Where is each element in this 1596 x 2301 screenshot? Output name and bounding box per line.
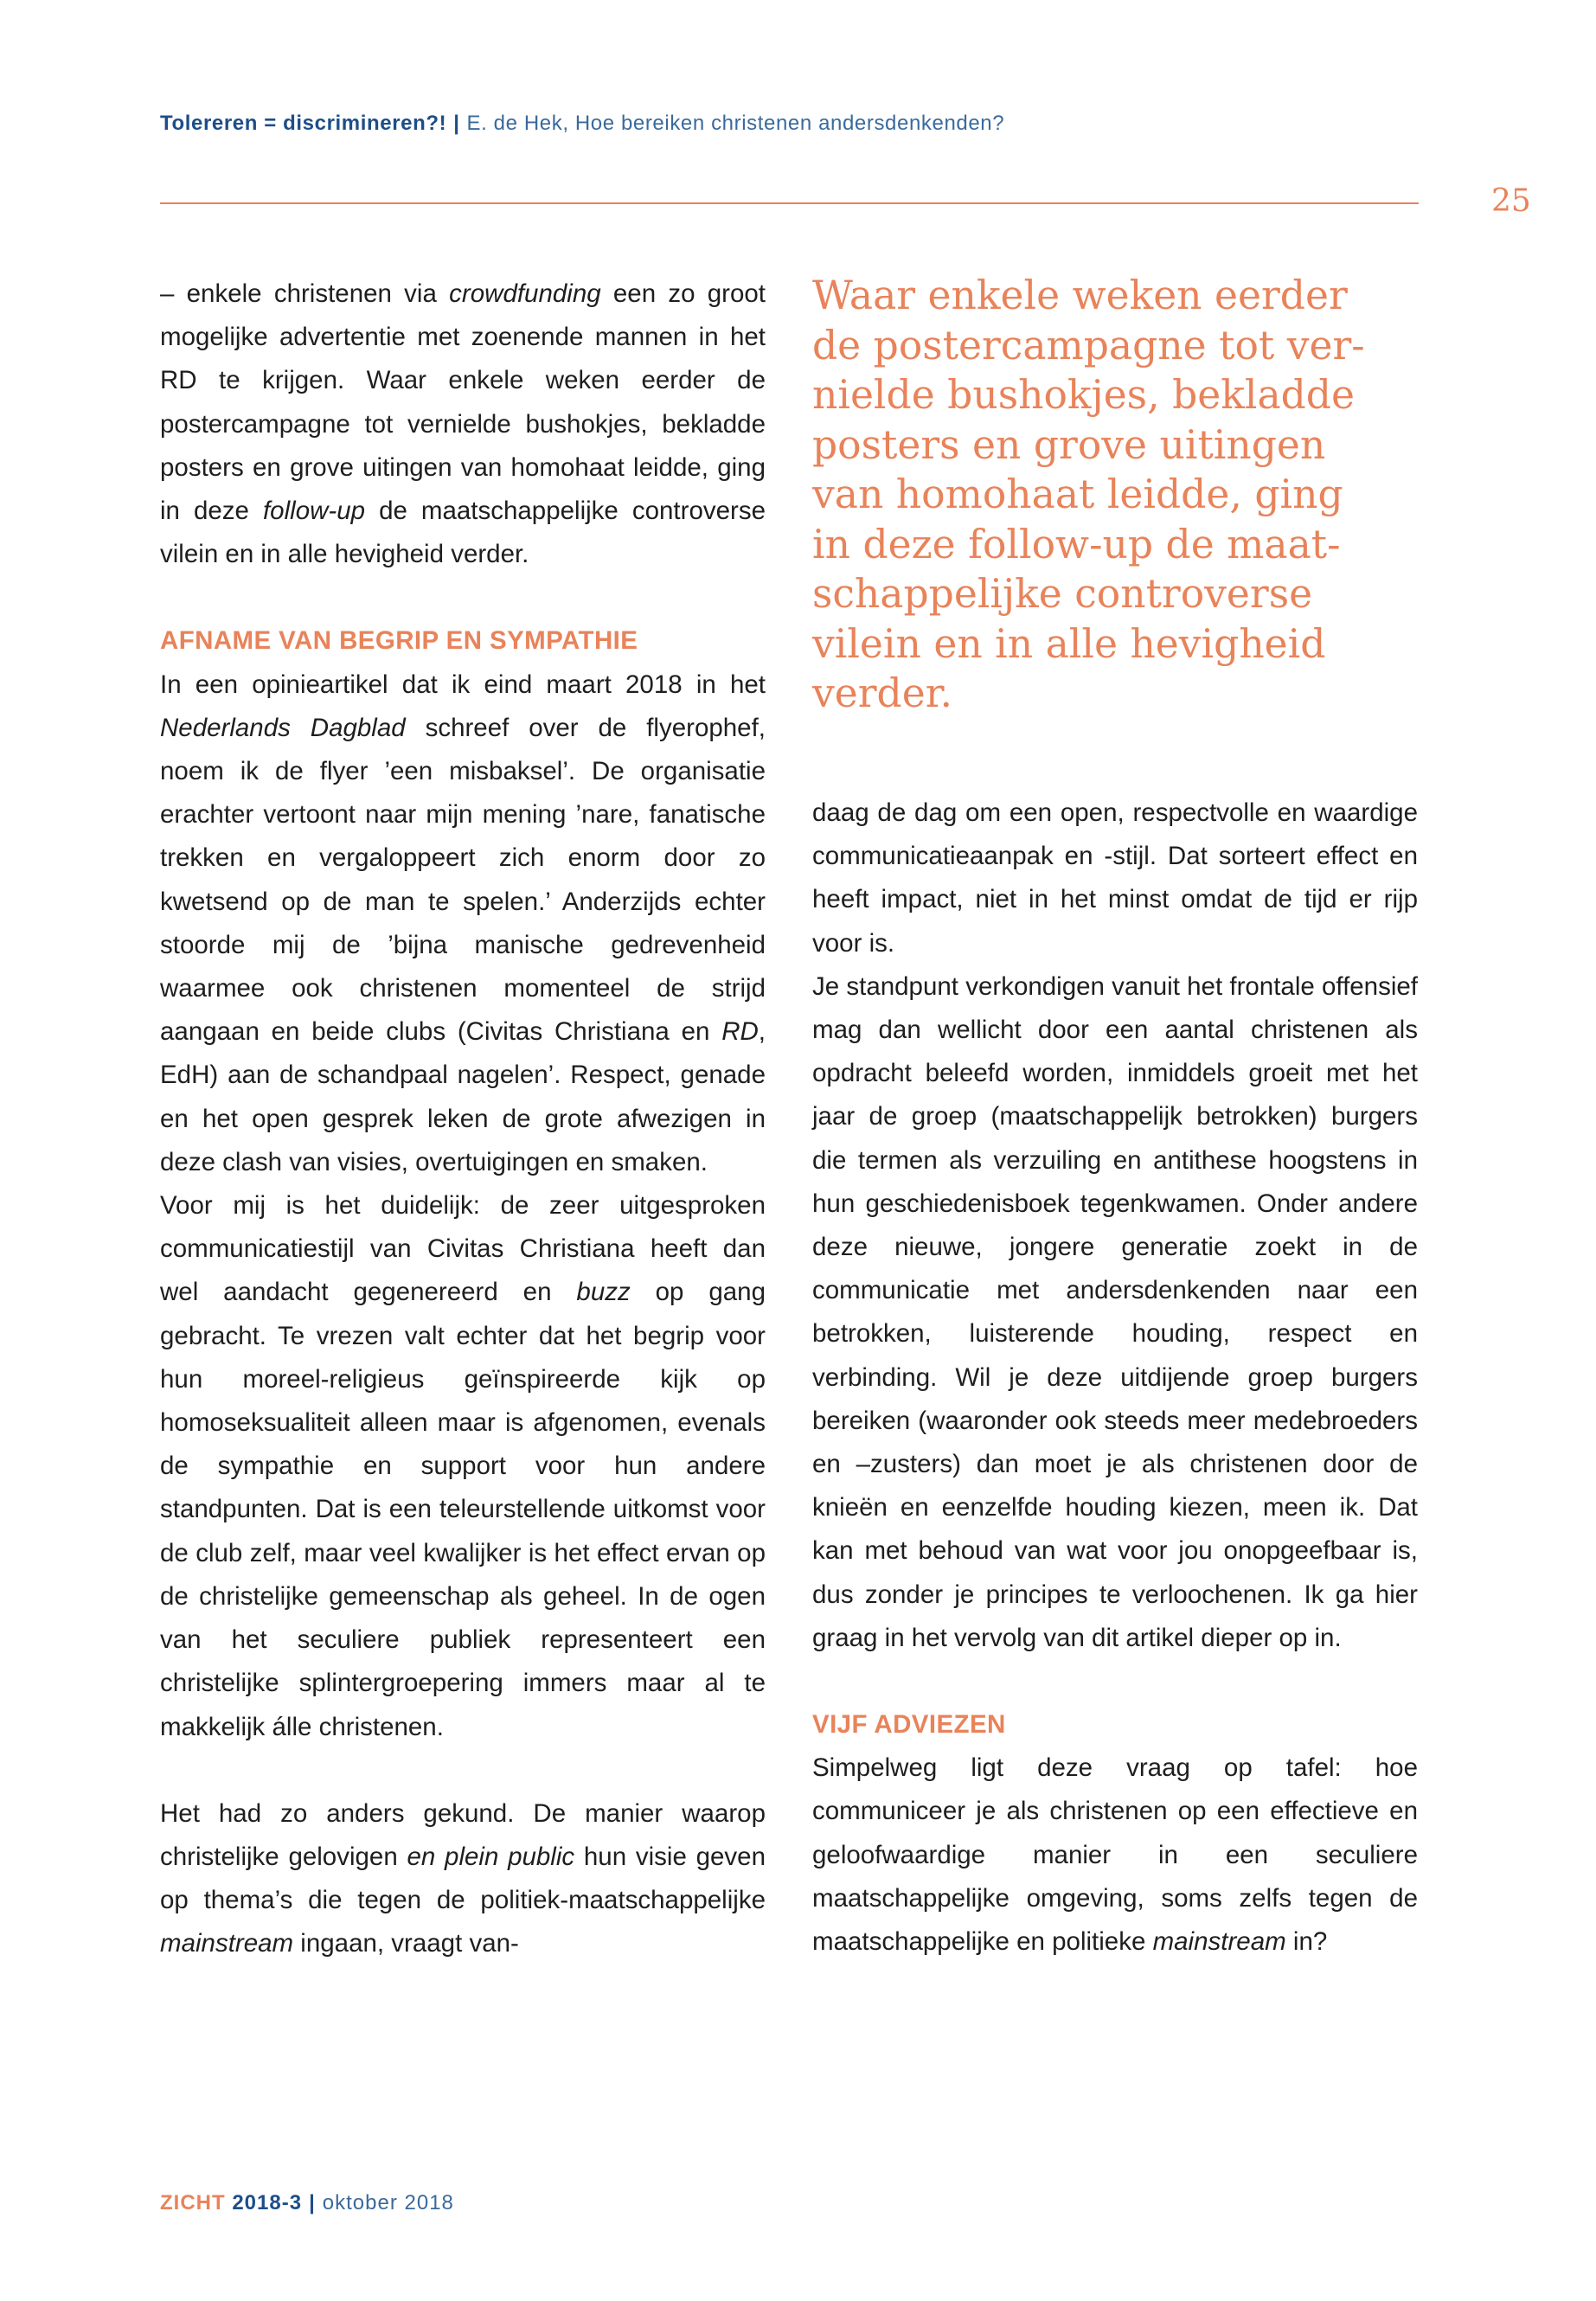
footer-issue: 2018-3	[232, 2191, 303, 2214]
pull-quote-line: Waar enkele weken eerder	[812, 272, 1348, 318]
header-subtitle: E. de Hek, Hoe bereiken christenen andersdenkenden?	[466, 112, 1005, 135]
pull-quote-line: schappelijke controverse	[812, 571, 1313, 617]
paragraph: Simpelweg ligt deze vraag op tafel: hoe communiceer je als christenen op een effectieve en geloofwaardige manier in een seculiere maatschappelijke omgeving, soms zelfs tegen de maatschappelijke en politieke mainstream in?	[812, 1753, 1418, 1957]
footer-brand: ZICHT	[160, 2191, 226, 2214]
pull-quote-line: posters en grove uitingen	[812, 421, 1326, 468]
section-heading: AFNAME VAN BEGRIP EN SYMPATHIE	[160, 626, 638, 656]
pull-quote-line: nielde bushokjes, bekladde	[812, 372, 1355, 418]
pull-quote-line: verder.	[812, 670, 952, 716]
header-rule	[160, 202, 1419, 204]
pull-quote-line: in deze follow-up de maat-	[812, 521, 1341, 567]
right-column	[812, 792, 1418, 1964]
header-title: Tolereren = discrimineren?!	[160, 112, 447, 135]
paragraph: Voor mij is het duidelijk: de zeer uitgesproken communicatiestijl van Civitas Christiana heeft dan wel aandacht gegenereerd en buzz op gang gebracht. Te vrezen valt echter dat het begrip voor hun moreel-religieus geïnspireerde kijk op homoseksualiteit alleen maar is afgenomen, evenals de sympathie en support voor hun andere standpunten. Dat is een teleurstellende uitkomst voor de club zelf, maar veel kwalijker is het effect ervan op de christelijke gemeenschap als geheel. In de ogen van het seculiere publiek representeert een christelijke splintergroepering immers maar al te makkelijk álle christenen.	[160, 1191, 766, 1741]
paragraph: – enkele christenen via crowdfunding een zo groot mogelijke advertentie met zoenende mannen in het RD te krijgen. Waar enkele weken eerder de postercampagne tot vernielde bushokjes, bekladde posters en grove uitingen van homohaat leidde, ging in deze follow-up de maatschappelijke controverse vilein en in alle hevigheid verder.	[160, 279, 766, 569]
pull-quote-line: de postercampagne tot ver-	[812, 322, 1365, 369]
footer-separator: |	[309, 2191, 316, 2214]
pull-quote-line: vilein en in alle hevigheid	[812, 620, 1326, 667]
footer-date: oktober 2018	[322, 2191, 454, 2214]
paragraph: Het had zo anders gekund. De manier waarop christelijke gelovigen en plein public hun visie geven op thema’s die tegen de politiek-maatschappelijke mainstream ingaan, vraagt van-	[160, 1798, 766, 1958]
pull-quote-line: van homohaat leidde, ging	[812, 471, 1343, 517]
page-footer	[160, 2191, 454, 2215]
paragraph: In een opinieartikel dat ik eind maart 2018 in het Nederlands Dagblad schreef over de flyerophef, noem ik de flyer ’een misbaksel’. De organisatie erachter vertoont naar mijn mening ’nare, fanatische trekken en vergaloppeert zich enorm door zo kwetsend op de man te spelen.’ Anderzijds echter stoorde mij de ’bijna manische gedrevenheid waarmee ook christenen momenteel de strijd aangaan en beide clubs (Civitas Christiana en RD, EdH) aan de schandpaal nagelen’. Respect, genade en het open gesprek leken de grote afwezigen in deze clash van visies, overtuigingen en smaken.	[160, 670, 766, 1176]
pull-quote	[812, 271, 1435, 719]
header-separator: |	[453, 112, 460, 135]
left-column	[160, 272, 766, 1966]
page-number: 25	[1491, 183, 1531, 219]
paragraph: Je standpunt verkondigen vanuit het frontale offensief mag dan wellicht door een aantal christenen als opdracht beleefd worden, inmiddels groeit met het jaar de groep (maatschappelijk betrokken) burgers die termen als verzuiling en antithese hoogstens in hun geschiedenisboek tegenkwamen. Onder andere deze nieuwe, jongere generatie zoekt in de communicatie met andersdenkenden naar een betrokken, luisterende houding, respect en verbinding. Wil je deze uitdijende groep burgers bereiken (waaronder ook steeds meer medebroeders en –zusters) dan moet je als christenen door de knieën en eenzelfde houding kiezen, meen ik. Dat kan met behoud van wat voor jou onopgeefbaar is, dus zonder je principes te verloochenen. Ik ga hier graag in het vervolg van dit artikel dieper op in.	[812, 971, 1418, 1652]
paragraph: daag de dag om een open, respectvolle en waardige communicatieaanpak en -stijl. Dat sorteert effect en heeft impact, niet in het minst omdat de tijd er rijp voor is.	[812, 798, 1418, 958]
running-header	[160, 112, 1004, 136]
section-heading: VIJF ADVIEZEN	[812, 1710, 1006, 1740]
